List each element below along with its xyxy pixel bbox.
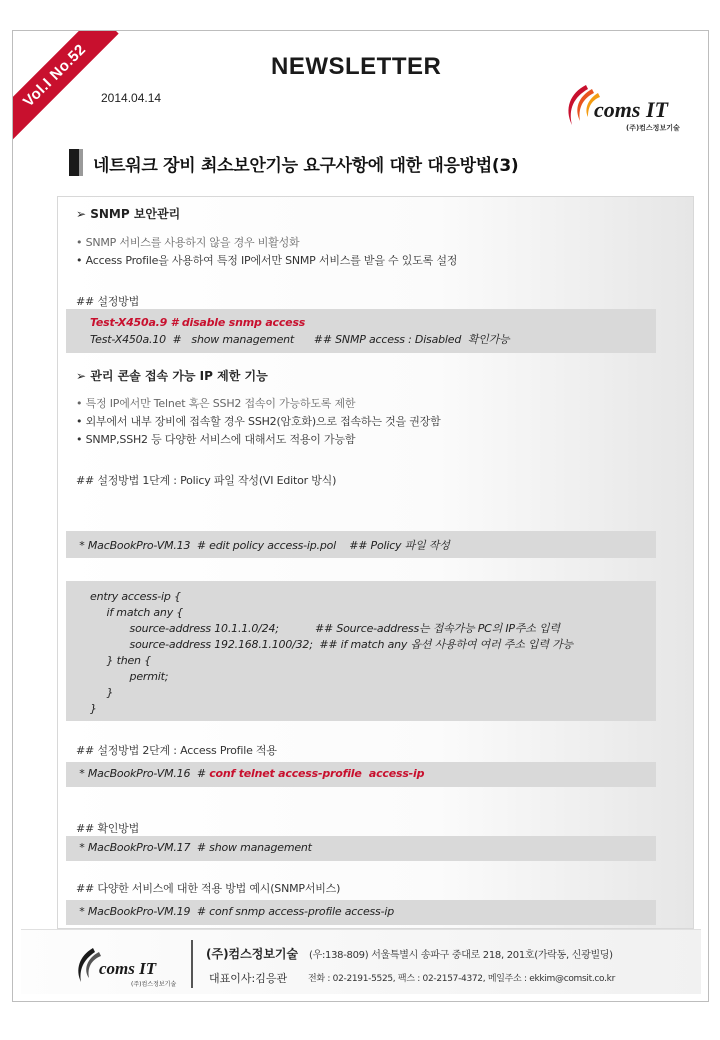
contact-info: 전화 : 02-2191-5525, 팩스 : 02-2157-4372, 메일주소 : ekkim@comsit.co.kr xyxy=(308,974,615,984)
code-line: Test-X450a.10 # show management ## SNMP access : Disabled 확인가능 xyxy=(90,333,510,346)
footer-logo xyxy=(71,942,191,992)
bullet-item: • 외부에서 내부 장비에 접속할 경우 SSH2(암호화)으로 접속하는 것을 권장함 xyxy=(76,415,441,428)
example-label: ## 다양한 서비스에 대한 적용 방법 예시(SNMP서비스) xyxy=(76,882,341,895)
footer-logo-wordmark: coms IT xyxy=(99,959,157,978)
newsletter-page xyxy=(12,30,709,1002)
newsletter-title: NEWSLETTER xyxy=(271,53,442,80)
newsletter-date: 2014.04.14 xyxy=(101,91,162,105)
content-box xyxy=(57,196,694,929)
snmp-code-block xyxy=(66,309,656,353)
step2-code xyxy=(66,762,656,787)
method-label: ## 설정방법 xyxy=(76,295,140,308)
verify-code: * MacBookPro-VM.17 # show management xyxy=(66,836,656,861)
company-address: (우:138-809) 서울특별시 송파구 중대로 218, 201호(가락동, 신광빌딩) xyxy=(309,950,613,961)
bullet-item: • SNMP,SSH2 등 다양한 서비스에 대해서도 적용이 가능함 xyxy=(76,433,356,446)
code-line: Test-X450a.9 # disable snmp access xyxy=(90,316,306,329)
policy-code-block: entry access-ip { if match any { source-address 10.1.1.0/24; ## Source-address는 접속가능 PC의 IP주소 입력 source-address 192.168.1.100/32; ## if match any 옵션 사용하여 여러 주소 입력 가능 } then { permit; } } xyxy=(66,581,656,721)
footer xyxy=(21,929,701,994)
console-section-title: ➢ 관리 콘솔 접속 가능 IP 제한 기능 xyxy=(76,369,268,383)
bullet-item: • Access Profile을 사용하여 특정 IP에서만 SNMP 서비스를 받을 수 있도록 설정 xyxy=(76,254,458,267)
volume-ribbon: Vol.I No.52 xyxy=(12,30,119,140)
step2-label: ## 설정방법 2단계 : Access Profile 적용 xyxy=(76,744,277,757)
footer-divider xyxy=(191,940,193,988)
company-name: (주)컴스정보기술 xyxy=(206,947,299,961)
example-code: * MacBookPro-VM.19 # conf snmp access-profile access-ip xyxy=(66,900,656,925)
logo-wordmark: coms IT xyxy=(594,97,668,122)
step1-label: ## 설정방법 1단계 : Policy 파일 작성(VI Editor 방식) xyxy=(76,474,337,487)
bullet-item: • SNMP 서비스를 사용하지 않을 경우 비활성화 xyxy=(76,236,300,249)
swoosh-icon xyxy=(78,948,101,982)
code-prompt: * MacBookPro-VM.16 # xyxy=(76,767,210,780)
verify-label: ## 확인방법 xyxy=(76,822,140,835)
ceo-name: 대표이사:김응관 xyxy=(209,972,288,985)
article-heading: 네트워크 장비 최소보안기능 요구사항에 대한 대응방법(3) xyxy=(93,156,519,176)
bullet-item: • 특정 IP에서만 Telnet 혹은 SSH2 접속이 가능하도록 제한 xyxy=(76,397,356,410)
logo-subtitle: (주)컴스정보기술 xyxy=(626,124,680,132)
code-command: conf telnet access-profile access-ip xyxy=(209,767,425,780)
heading-marker xyxy=(69,149,83,176)
footer-logo-subtitle: (주)컴스정보기술 xyxy=(131,981,177,988)
step1-code: * MacBookPro-VM.13 # edit policy access-ip.pol ## Policy 파일 작성 xyxy=(66,531,656,558)
snmp-section-title: ➢ SNMP 보안관리 xyxy=(76,207,181,221)
